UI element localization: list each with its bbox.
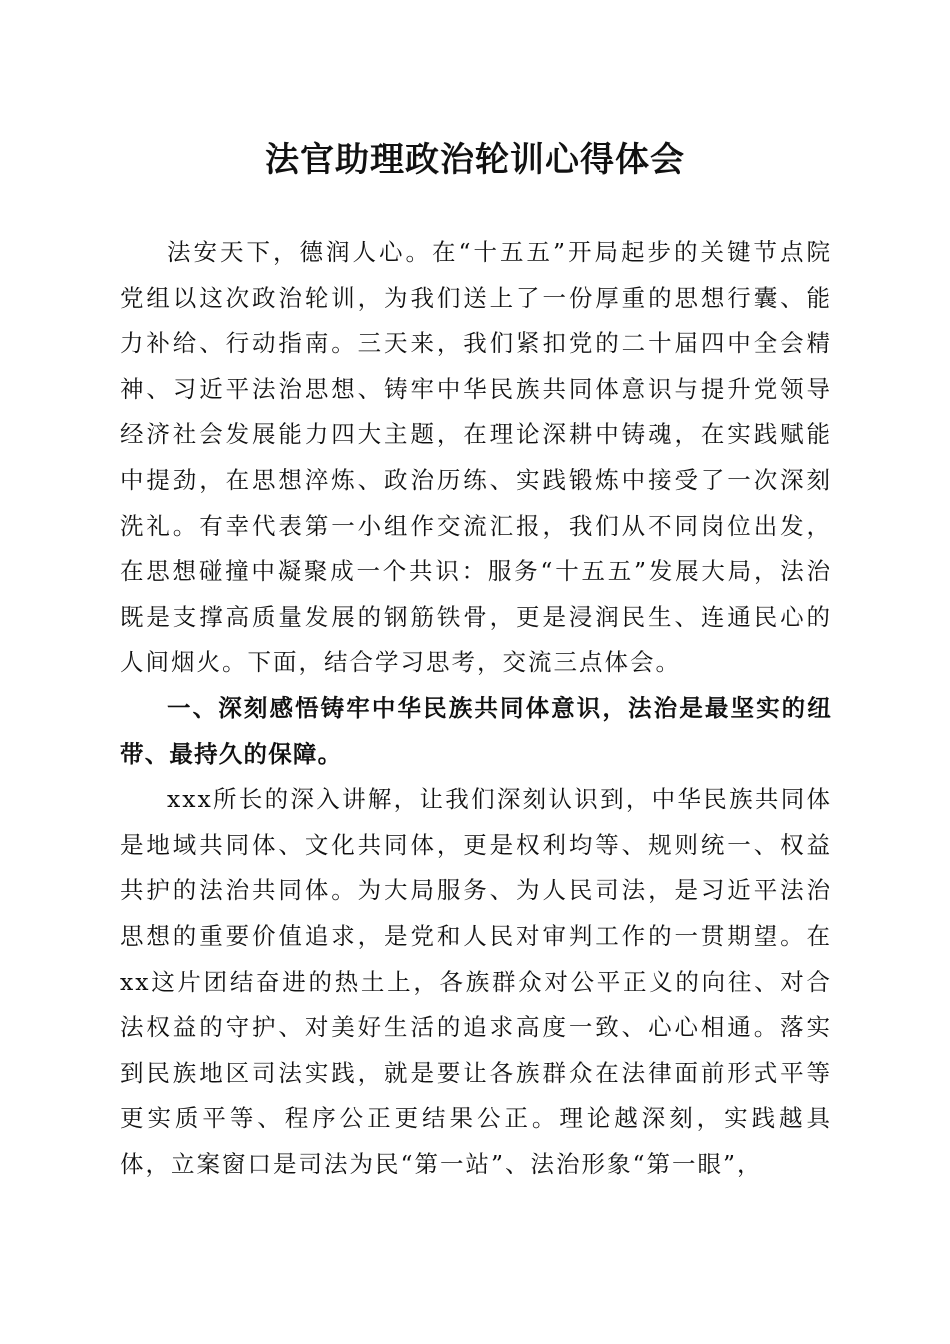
- document-title: 法官助理政治轮训心得体会: [265, 140, 685, 180]
- paragraph-section-1: xxx所长的深入讲解，让我们深刻认识到，中华民族共同体是地域共同体、文化共同体，更是权利均等、规则统一、权益共护的法治共同体。为大局服务、为人民司法，是习近平法治思想的重要价值追求，是党和人民对审判工作的一贯期望。在xx这片团结奋进的热土上，各族群众对公平正义的向往、对合法权益的守护、对美好生活的追求高度一致、心心相通。落实到民族地区司法实践，就是要让各族群众在法律面前形式平等更实质平等、程序公正更结果公正。理论越深刻，实践越具体，立案窗口是司法为民“第一站”、法治形象“第一眼”，: [120, 785, 832, 1178]
- section-heading-1: 一、深刻感悟铸牢中华民族共同体意识，法治是最坚实的纽带、最持久的保障。: [120, 693, 832, 768]
- paragraph-intro: 法安天下，德润人心。在“十五五”开局起步的关键节点院党组以这次政治轮训，为我们送上了一份厚重的思想行囊、能力补给、行动指南。三天来，我们紧扣党的二十届四中全会精神、习近平法治思想、铸牢中华民族共同体意识与提升党领导经济社会发展能力四大主题，在理论深耕中铸魂，在实践赋能中提劲，在思想淬炼、政治历练、实践锻炼中接受了一次深刻洗礼。有幸代表第一小组作交流汇报，我们从不同岗位出发，在思想碰撞中凝聚成一个共识：服务“十五五”发展大局，法治既是支撑高质量发展的钢筋铁骨，更是浸润民生、连通民心的人间烟火。下面，结合学习思考，交流三点体会。: [120, 238, 832, 677]
- document-body: [120, 230, 832, 1187]
